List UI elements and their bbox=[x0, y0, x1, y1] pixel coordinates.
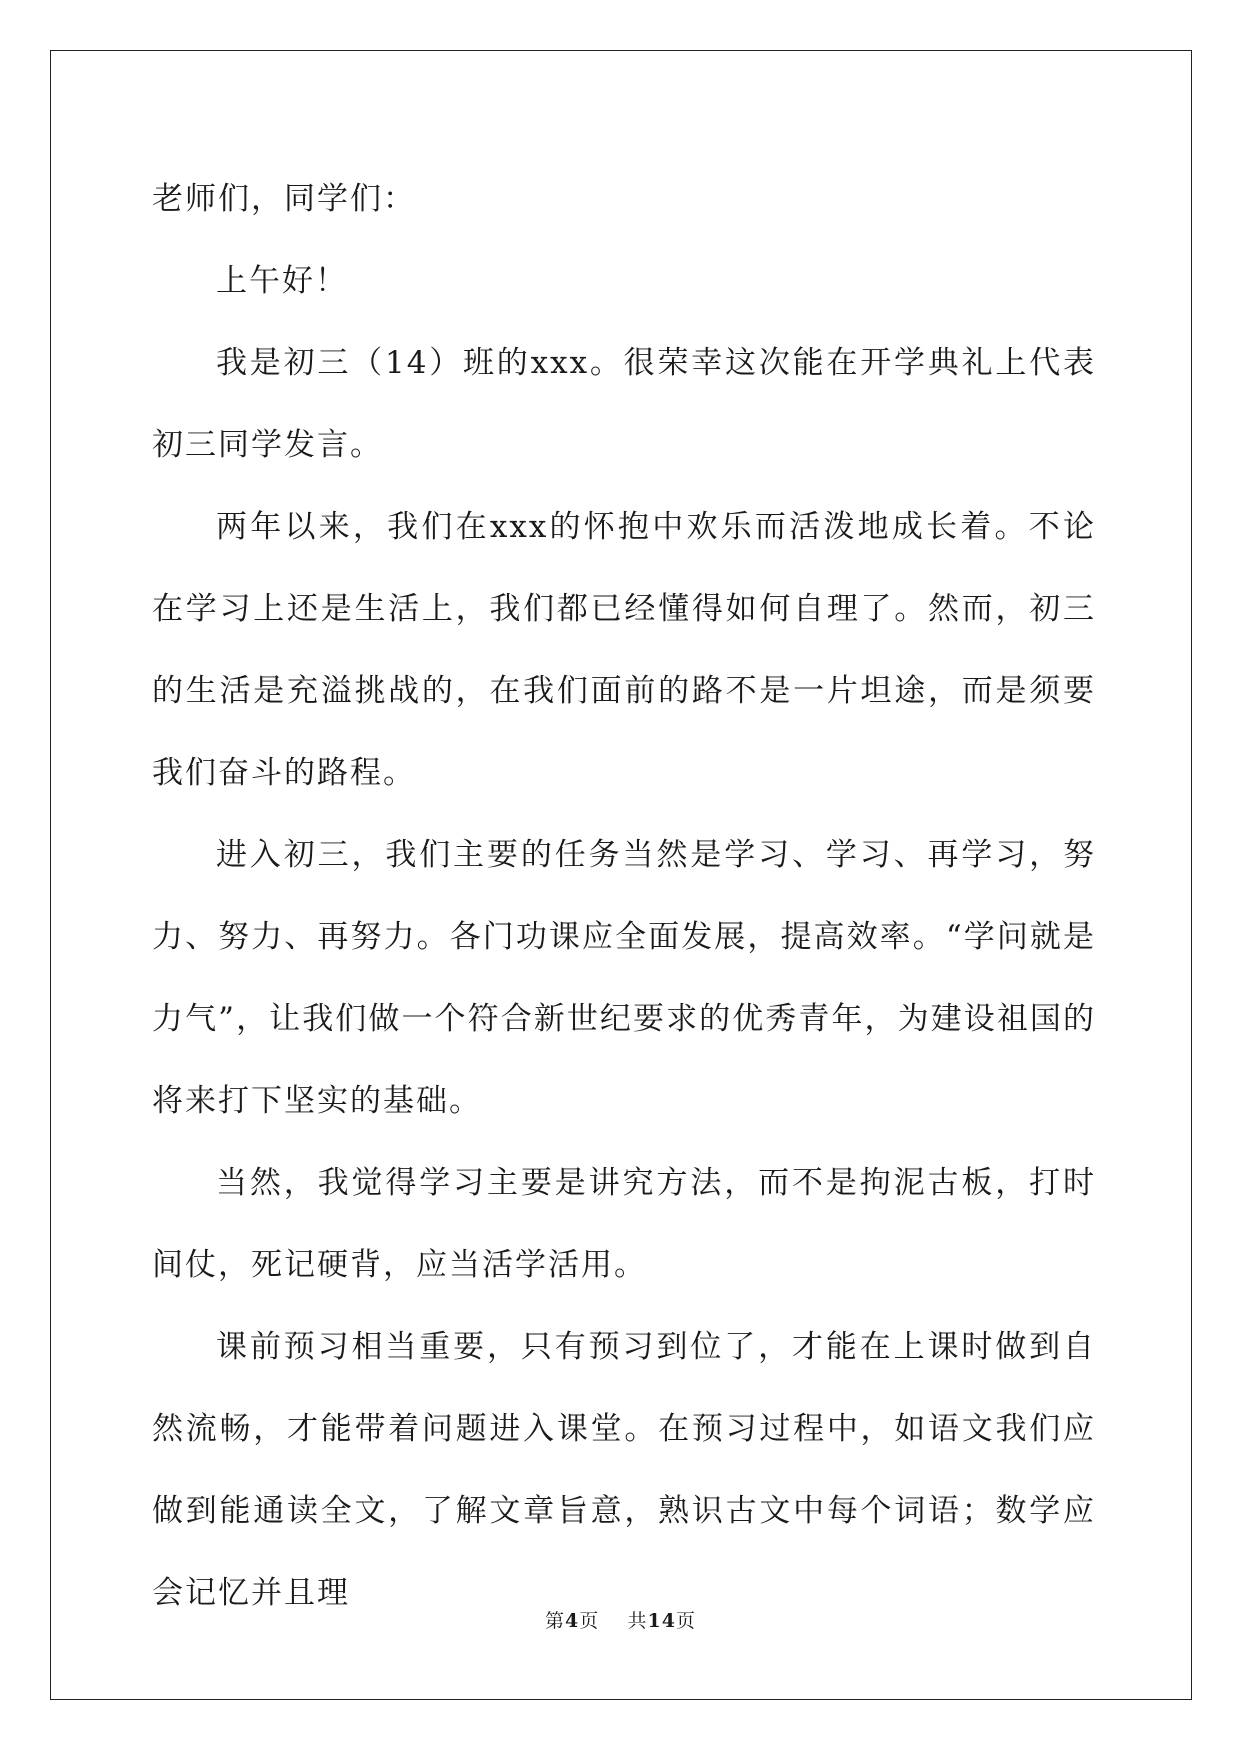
page-suffix: 页 bbox=[579, 1610, 600, 1632]
page-number: 4 bbox=[565, 1610, 580, 1632]
paragraph-task: 进入初三，我们主要的任务当然是学习、学习、再学习，努力、努力、再努力。各门功课应全面发展，提高效率。“学问就是力气”，让我们做一个符合新世纪要求的优秀青年，为建设祖国的将来打下坚实的基础。 bbox=[152, 837, 1096, 1119]
page-prefix: 第 bbox=[545, 1610, 566, 1632]
paragraph-growth: 两年以来，我们在xxx的怀抱中欢乐而活泼地成长着。不论在学习上还是生活上，我们都已经懂得如何自理了。然而，初三的生活是充溢挑战的，在我们面前的路不是一片坦途，而是须要我们奋斗的路程。 bbox=[152, 509, 1096, 791]
paragraph-method: 当然，我觉得学习主要是讲究方法，而不是拘泥古板，打时间仗，死记硬背，应当活学活用。 bbox=[152, 1165, 1096, 1283]
paragraph-preview: 课前预习相当重要，只有预习到位了，才能在上课时做到自然流畅，才能带着问题进入课堂。在预习过程中，如语文我们应做到能通读全文，了解文章旨意，熟识古文中每个词语；数学应会记忆并且理 bbox=[152, 1329, 1096, 1611]
total-prefix: 共 bbox=[627, 1610, 648, 1632]
total-pages: 14 bbox=[647, 1610, 676, 1632]
paragraph-greeting: 上午好！ bbox=[216, 263, 348, 299]
total-suffix: 页 bbox=[675, 1610, 696, 1632]
salutation: 老师们，同学们： bbox=[152, 181, 416, 217]
paragraph-introduction: 我是初三（14）班的xxx。很荣幸这次能在开学典礼上代表初三同学发言。 bbox=[152, 345, 1096, 463]
document-body bbox=[152, 158, 1096, 1634]
page-footer bbox=[0, 1606, 1241, 1633]
